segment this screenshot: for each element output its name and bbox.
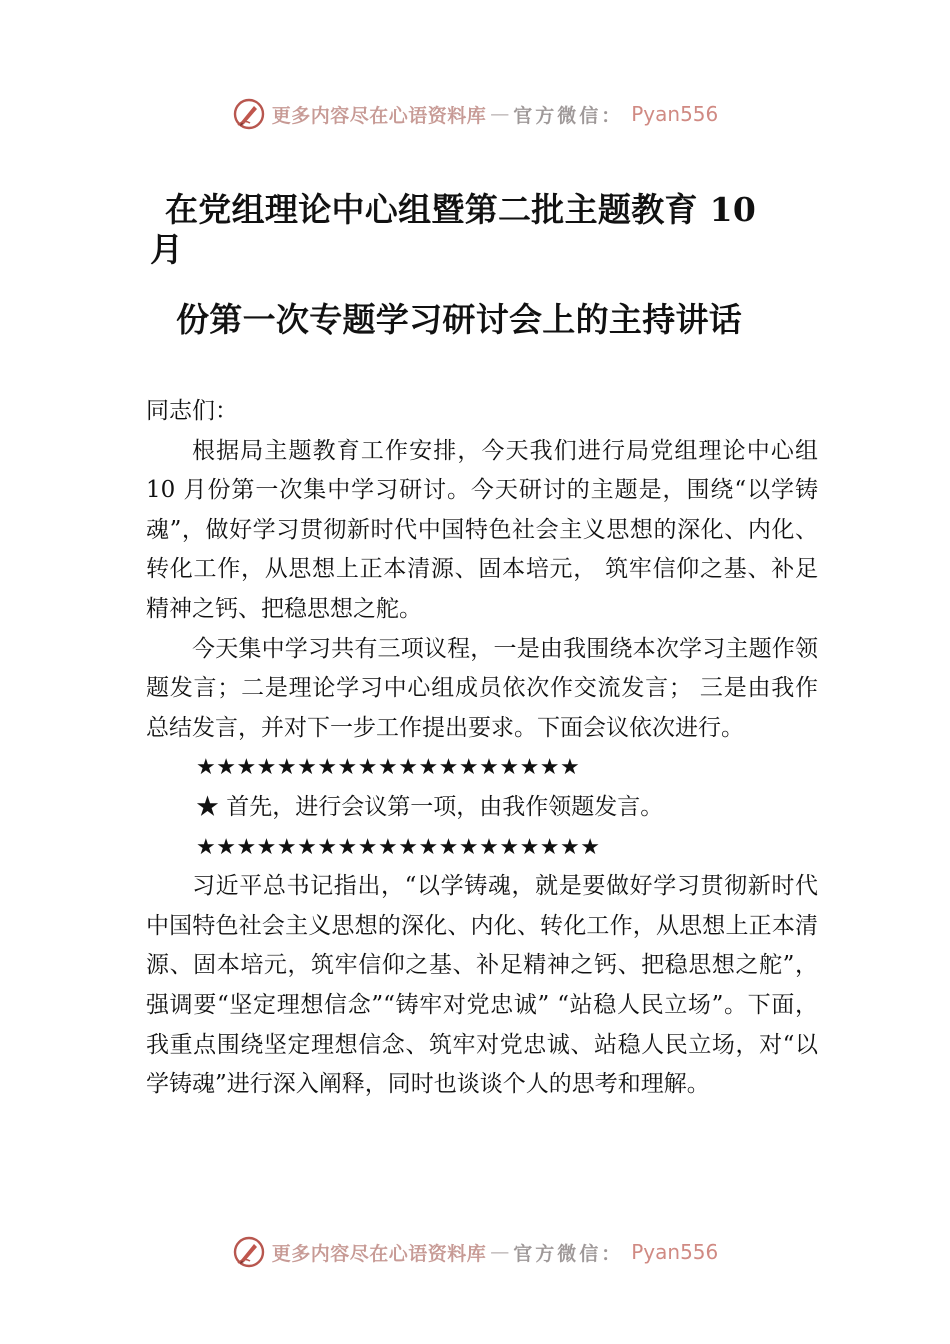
star-divider-2: ★★★★★★★★★★★★★★★★★★★★ [196,834,601,860]
watermark-wechat-id: Pyan556 [631,102,719,126]
paragraph-3: 习近平总书记指出，“以学铸魂，就是要做好学习贯彻新时代中国特色社会主义思想的深化、内化、转化工作，从思想上正本清源、固本培元，筑牢信仰之基、补足精神之钙、把稳思想之舵”，强调要“坚定理想信念”“铸牢对党忠诚” “站稳人民立场”。下面，我重点围绕坚定理想信念、筑牢对党忠诚、站稳人民立场，对“以学铸魂”进行深入阐释，同时也谈谈个人的思考和理解。 [146,873,818,1098]
title-line-2: 月 [150,230,183,269]
star-divider-1: ★★★★★★★★★★★★★★★★★★★ [196,755,581,781]
pen-logo-icon [232,97,266,131]
watermark-separator: — [490,1241,510,1263]
document-body [146,392,818,1105]
pen-logo-icon [232,1235,266,1269]
title-line-1: 在党组理论中心组暨第二批主题教育 10 [165,190,757,229]
watermark-label: 官方微信： [513,104,624,127]
agenda-item-1: ★ 首先，进行会议第一项，由我作领题发言。 [196,793,664,820]
footer-watermark [0,1232,950,1272]
paragraph-1: 根据局主题教育工作安排，今天我们进行局党组理论中心组 10 月份第一次集中学习研讨。今天研讨的主题是，围绕“以学铸魂”，做好学习贯彻新时代中国特色社会主义思想的深化、内化、转化工作，从思想上正本清源、固本培元， 筑牢信仰之基、补足精神之钙、把稳思想之舵。 [146,437,818,622]
watermark-label: 官方微信： [513,1242,624,1265]
watermark-wechat-id: Pyan556 [631,1240,719,1264]
watermark-brand: 更多内容尽在心语资料库 [271,104,487,127]
watermark-separator: — [490,103,510,125]
salutation: 同志们： [146,398,238,424]
watermark-brand: 更多内容尽在心语资料库 [271,1242,487,1265]
header-watermark [0,94,950,134]
paragraph-2: 今天集中学习共有三项议程，一是由我围绕本次学习主题作领题发言；二是理论学习中心组成员依次作交流发言； 三是由我作总结发言，并对下一步工作提出要求。下面会议依次进行。 [146,635,818,741]
title-line-3: 份第一次专题学习研讨会上的主持讲话 [176,300,743,339]
